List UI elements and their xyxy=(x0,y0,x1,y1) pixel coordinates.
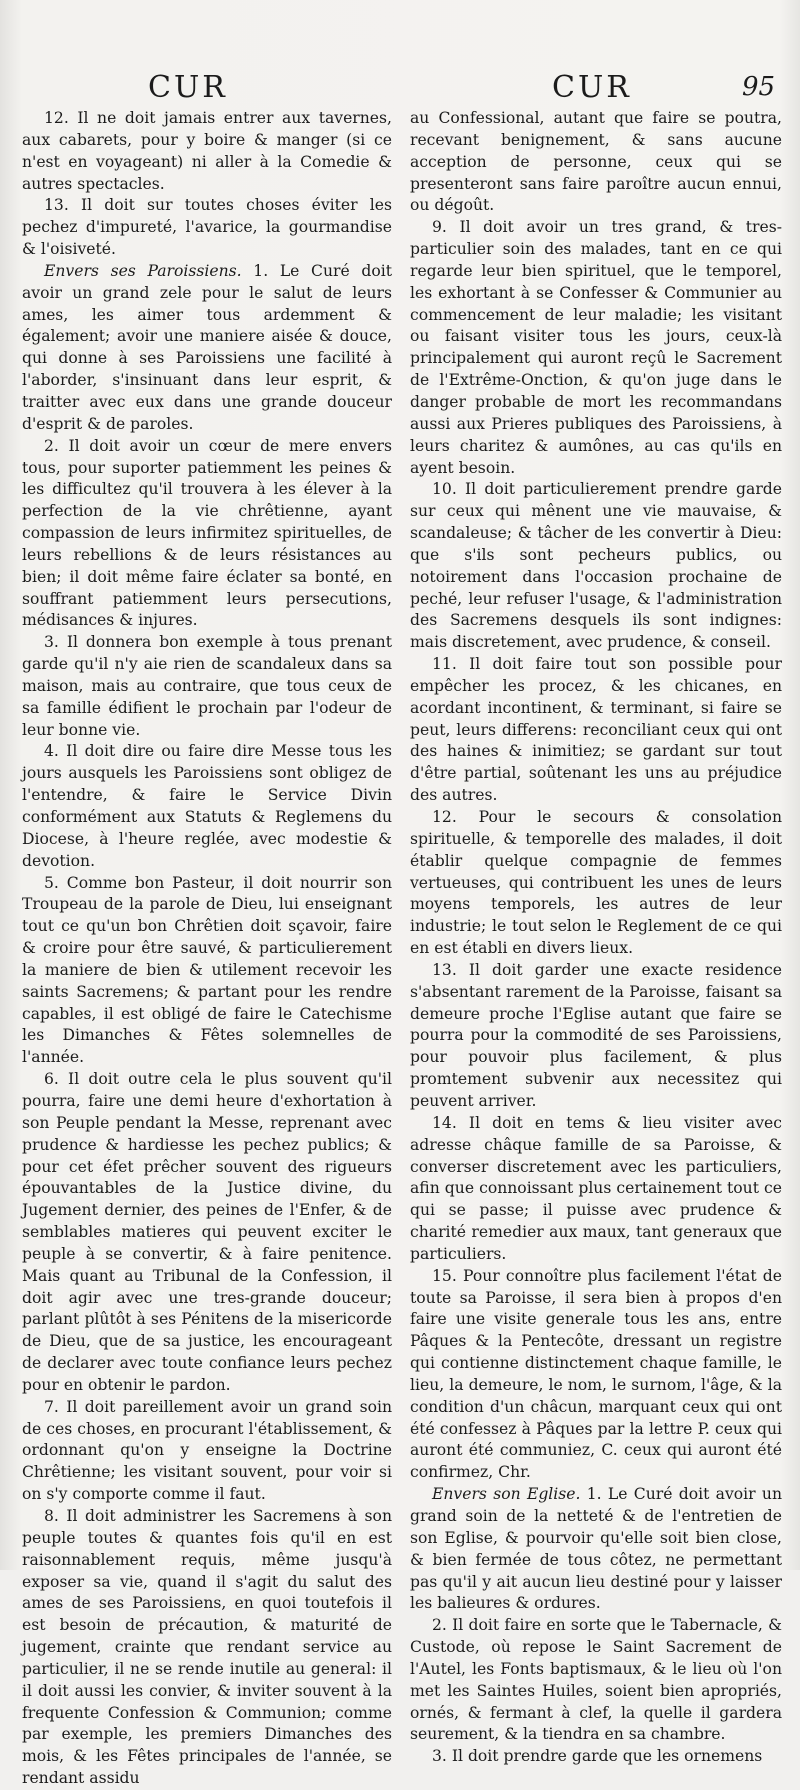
paragraph: 14. Il doit en tems & lieu visiter avec adresse châque famille de sa Paroisse, & converser discretement avec les particuliers, afin que connoissant plus certainement tout ce qui se passe; il puisse avec prudence & charité remedier aux maux, tant generaux que particuliers. xyxy=(410,1113,782,1263)
paragraph: 9. Il doit avoir un tres grand, & tres-particulier soin des malades, tant en ce qui regarde leur bien spirituel, que le temporel, les exhortant à se Confesser & Communier au commencement de leur maladie; les visitant ou faisant visiter tous les jours, ceux-là principalement qui auront reçû le Sacrement de l'Extrême-Onction, & qu'on juge dans le danger probable de mort les recommandans aussi aux Prieres publiques des Paroissiens, à leurs charitez & aumônes, au cas qu'ils en ayent besoin. xyxy=(410,218,782,477)
left-column xyxy=(22,108,392,1790)
section-heading: Envers son Eglise. xyxy=(432,1485,581,1504)
paragraph: 12. Il ne doit jamais entrer aux tavernes, aux cabarets, pour y boire & manger (si ce n'est en voyageant) ni aller à la Comedie & autres spectacles. xyxy=(22,109,392,193)
header-left-word: CUR xyxy=(148,70,228,105)
paragraph: 5. Comme bon Pasteur, il doit nourrir son Troupeau de la parole de Dieu, lui enseignant tout ce qu'un bon Chrêtien doit sçavoir, faire & croire pour être sauvé, & particulierement la maniere de bien & utilement recevoir les saints Sacremens; & partant pour les rendre capables, il est obligé de faire le Catechisme les Dimanches & Fêtes solemnelles de l'année. xyxy=(22,873,392,1067)
header-right-word: CUR xyxy=(552,70,632,105)
paragraph: 3. Il doit prendre garde que les ornemens xyxy=(432,1747,763,1766)
paragraph: 12. Pour le secours & consolation spirituelle, & temporelle des malades, il doit établir quelque compagnie de femmes vertueuses, qui contribuent les unes de leurs moyens temporels, les autres de leur industrie; le tout selon le Reglement de ce qui en est établi en divers lieux. xyxy=(410,808,782,958)
paragraph: 11. Il doit faire tout son possible pour empêcher les procez, & les chicanes, en acordant incontinent, & terminant, si faire se peut, leurs differens: reconciliant ceux qui ont des haines & inimitiez; se gardant sur tout d'être partial, soûtenant les uns au préjudice des autres. xyxy=(410,655,782,805)
paragraph: 3. Il donnera bon exemple à tous prenant garde qu'il n'y aie rien de scandaleux dans sa maison, mais au contraire, que tous ceux de sa famille édifient le prochain par l'odeur de leur bonne vie. xyxy=(22,633,392,739)
paragraph: 2. Il doit avoir un cœur de mere envers tous, pour suporter patiemment les peines & les difficultez qu'il trouvera à les élever à la perfection de la vie chrêtienne, ayant compassion de leurs infirmitez spirituelles, de leurs rebellions & de leurs résistances au bien; il doit même faire éclater sa bonté, en souffrant patiemment leurs persecutions, médisances & injures. xyxy=(22,436,392,630)
paragraph: 13. Il doit garder une exacte residence s'absentant rarement de la Paroisse, faisant sa demeure proche l'Eglise autant que faire se pourra pour la commodité de ses Paroissiens, pour pouvoir plus facilement, & plus promtement subvenir aux necessitez qui peuvent arriver. xyxy=(410,960,782,1110)
page-number: 95 xyxy=(742,72,776,102)
paragraph: 15. Pour connoître plus facilement l'état de toute sa Paroisse, il sera bien à propos d'en faire une visite generale tous les ans, entre Pâques & la Pentecôte, dressant un registre qui contienne distinctement chaque famille, le lieu, la demeure, le nom, le surnom, l'âge, & la condition d'un châcun, marquant ceux qui ont été confessez à Pâques par la lettre P. ceux qui auront été communiez, C. ceux qui auront été confirmez, Chr. xyxy=(410,1266,782,1482)
paragraph: 7. Il doit pareillement avoir un grand soin de ces choses, en procurant l'établissement, & ordonnant qu'on y enseigne la Doctrine Chrêtienne; les visitant souvent, pour voir si on s'y comporte comme il faut. xyxy=(22,1397,392,1504)
section-heading: Envers ses Paroissiens. xyxy=(44,261,242,280)
running-header xyxy=(0,70,800,110)
paragraph-text: 1. Le Curé doit avoir un grand zele pour le salut de leurs ames, les aimer tous ardemment & également; avoir une maniere aisée & douce, qui donne à ses Paroissiens une facilité à l'aborder, s'insinuant dans leur esprit, & traitter avec eux dans une grande douceur d'esprit & de paroles. xyxy=(22,261,392,433)
paragraph: 4. Il doit dire ou faire dire Messe tous les jours ausquels les Paroissiens sont obligez de l'entendre, & faire le Service Divin conformément aux Statuts & Reglemens du Diocese, à l'heure reglée, avec modestie & devotion. xyxy=(22,742,392,870)
paragraph-continued: au Confessional, autant que faire se poutra, recevant benignement, & sans aucune acception de personne, ceux qui se presenteront sans faire paroître aucun ennui, ou dégoût. xyxy=(410,109,782,215)
paragraph: 8. Il doit administrer les Sacremens à son peuple toutes & quantes fois qu'il en est raisonnablement requis, même jusqu'à exposer sa vie, quand il s'agit du salut des ames de ses Paroissiens, en quoi toutefois il est besoin de précaution, & maturité de jugement, crainte que rendant service au particulier, il ne se rende inutile au general: il il doit aussi les convier, & inviter souvent à la frequente Confession & Communion; comme par exemple, les premiers Dimanches des mois, & les Fêtes principales de l'année, se rendant assidu xyxy=(22,1507,392,1788)
paragraph: 2. Il doit faire en sorte que le Tabernacle, & Custode, où repose le Saint Sacrement de l'Autel, les Fonts baptismaux, & le lieu où l'on met les Saintes Huiles, soient bien apropriés, ornés, & fermant à clef, la quelle il gardera seurement, & la tiendra en sa chambre. xyxy=(410,1616,782,1744)
section-paragraph xyxy=(22,261,392,436)
paragraph: 13. Il doit sur toutes choses éviter les pechez d'impureté, l'avarice, la gourmandise & l'oisiveté. xyxy=(22,196,392,259)
right-column xyxy=(410,108,782,1768)
paragraph-text: 1. Le Curé doit avoir un grand soin de la netteté & de l'entretien de son Eglise, & pourvoir qu'elle soit bien close, & bien fermée de tous côtez, ne permettant pas qu'il y ait aucun lieu destiné pour y laisser les balieures & ordures. xyxy=(410,1485,782,1613)
paragraph: 10. Il doit particulierement prendre garde sur ceux qui mênent une vie mauvaise, & scandaleuse; & tâcher de les convertir à Dieu: que s'ils sont pecheurs publics, ou notoirement dans l'occasion prochaine de peché, leur refuser l'usage, & l'administration des Sacremens desquels ils sont indignes: mais discretement, avec prudence, & conseil. xyxy=(410,480,782,652)
paragraph: 6. Il doit outre cela le plus souvent qu'il pourra, faire une demi heure d'exhortation à son Peuple pendant la Messe, reprenant avec prudence & hardiesse les pechez publics; & pour cet éfet prêcher souvent des rigueurs épouvantables de la Justice divine, du Jugement dernier, des peines de l'Enfer, & de semblables matieres qui peuvent exciter le peuple à se convertir, & à faire penitence. Mais quant au Tribunal de la Confession, il doit agir avec une tres-grande douceur; parlant plûtôt à ses Pénitens de la misericorde de Dieu, que de sa justice, les encourageant de declarer avec toute confiance leurs pechez pour en obtenir le pardon. xyxy=(22,1070,392,1394)
section-paragraph xyxy=(410,1484,782,1615)
